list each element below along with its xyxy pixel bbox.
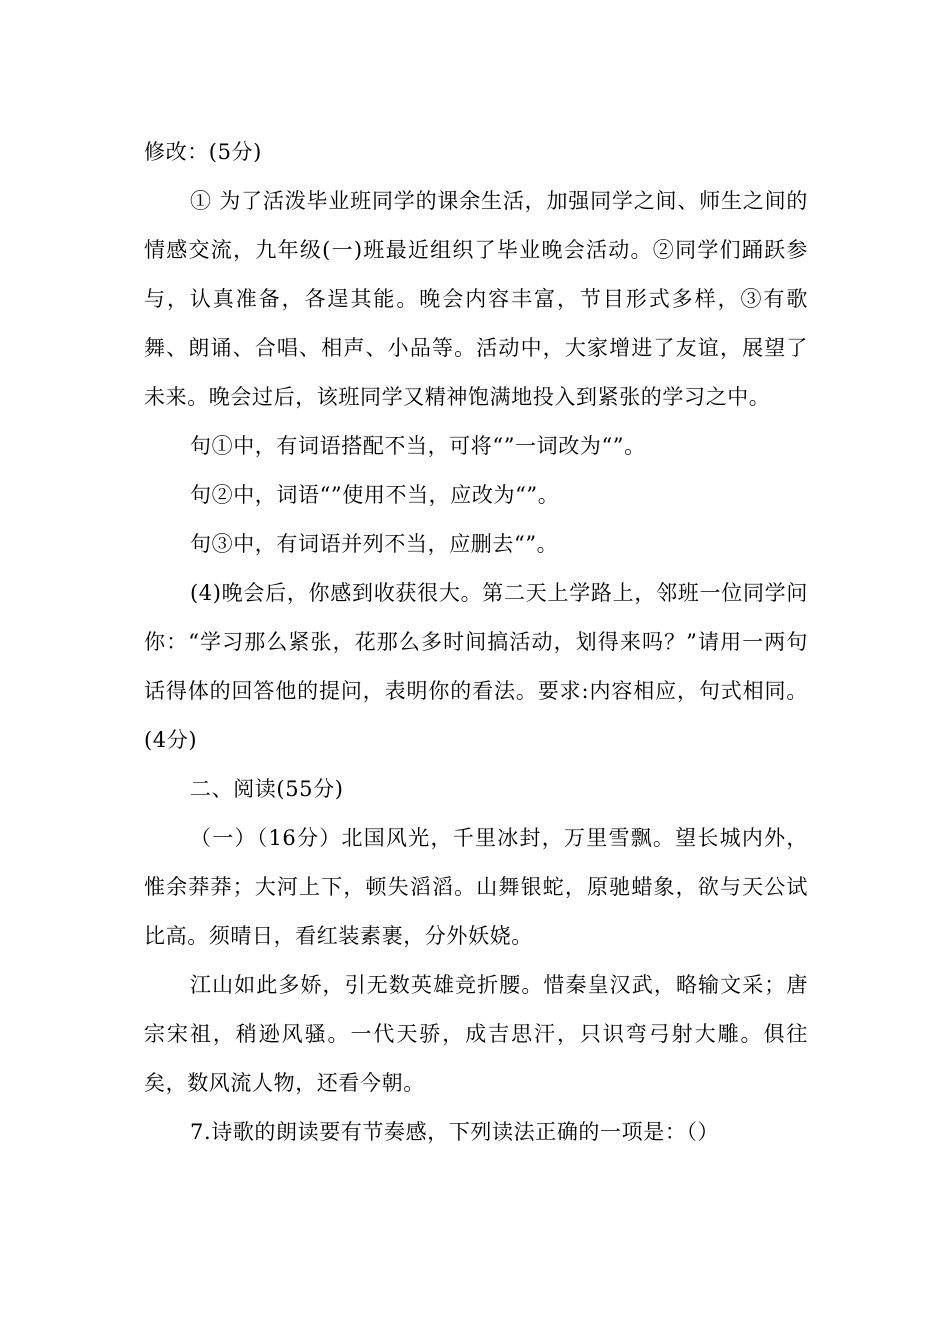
question-4: (4)晚会后，你感到收获很大。第二天上学路上，邻班一位同学问你：“学习那么紧张，花那么多时间搞活动，划得来吗？”请用一两句话得体的回答他的提问，表明你的看法。要求:内容相应，句式相同。(4分) [144, 581, 808, 752]
question-sentence-2: 句②中，词语“”使用不当，应改为“”。 [190, 483, 560, 507]
question-sentence-1: 句①中，有词语搭配不当，可将“”一词改为“”。 [190, 434, 646, 458]
section-heading-reading: 二、阅读(55分) [190, 777, 344, 801]
passage-paragraph: ① 为了活泼毕业班同学的课余生活，加强同学之间、师生之间的情感交流，九年级(一)班最近组织了毕业晚会活动。②同学们踊跃参与，认真准备，各逞其能。晚会内容丰富，节目形式多样，③有歌舞、朗诵、合唱、相声、小品等。活动中，大家增进了友谊，展望了未来。晚会过后，该班同学又精神饱满地投入到紧张的学习之中。 [144, 189, 808, 409]
poem-stanza-1: （一）（16分）北国风光，千里冰封，万里雪飘。望长城内外，惟余莽莽；大河上下，顿失滔滔。山舞银蛇，原驰蜡象，欲与天公试比高。须晴日，看红装素裹，分外妖娆。 [144, 826, 808, 948]
section-heading-revise: 修改：(5分) [144, 140, 262, 164]
poem-stanza-2: 江山如此多娇，引无数英雄竞折腰。惜秦皇汉武，略输文采；唐宗宋祖，稍逊风骚。一代天骄，成吉思汗，只识弯弓射大雕。俱往矣，数风流人物，还看今朝。 [144, 973, 808, 1095]
question-7: 7.诗歌的朗读要有节奏感，下列读法正确的一项是：（） [190, 1120, 720, 1144]
document-body [144, 128, 808, 1157]
question-sentence-3: 句③中，有词语并列不当，应删去“”。 [190, 532, 559, 556]
